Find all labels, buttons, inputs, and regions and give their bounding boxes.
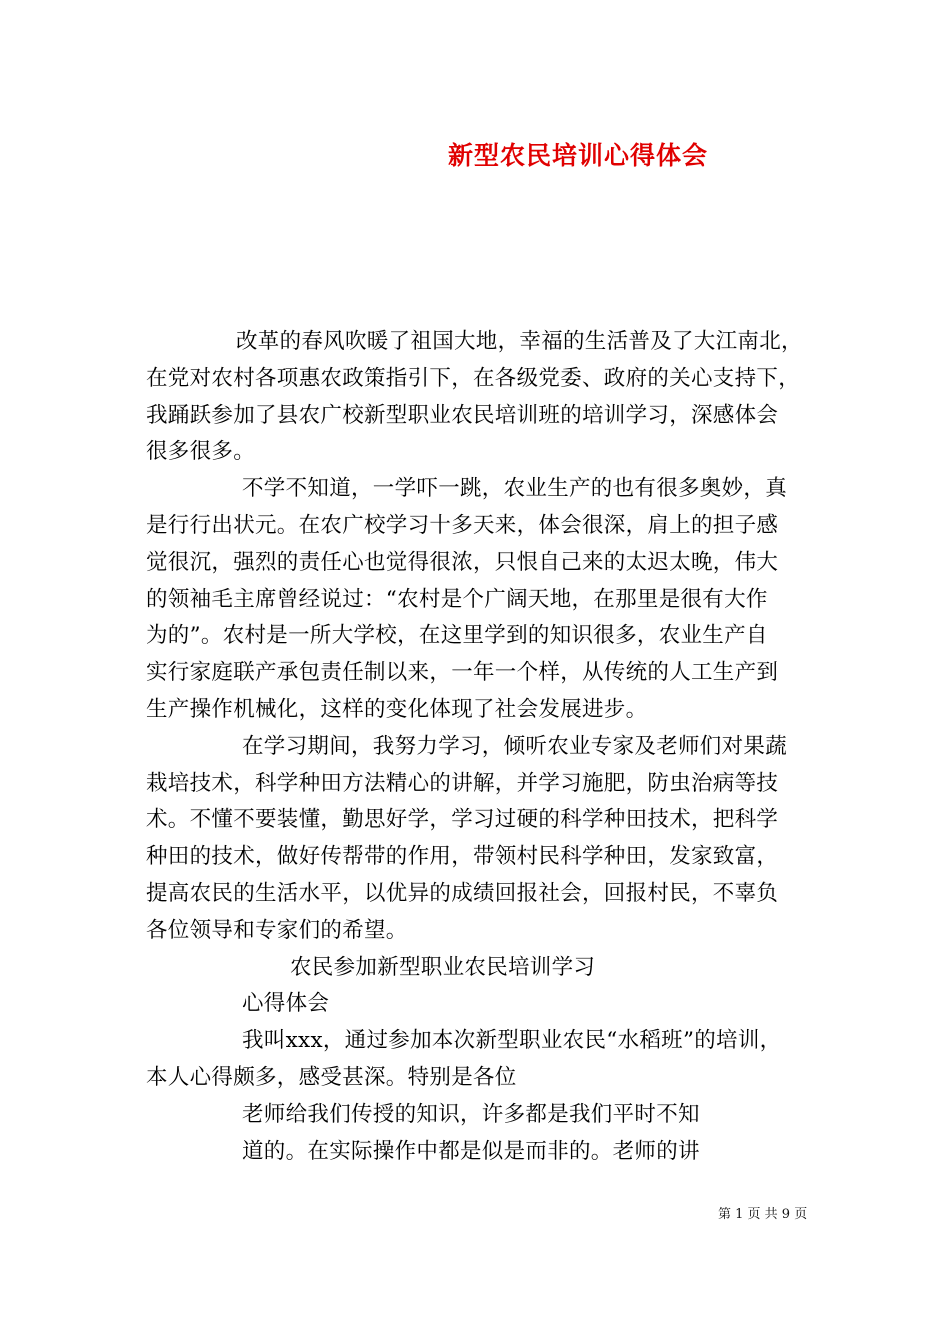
paragraph-line: 在学习期间，我努力学习，倾听农业专家及老师们对果蔬 [242, 733, 788, 759]
paragraph-line: 种田的技术，做好传帮带的作用，带领村民科学种田，发家致富， [146, 844, 779, 870]
paragraph-line: 实行家庭联产承包责任制以来，一年一个样，从传统的人工生产到 [146, 660, 779, 686]
paragraph-line: 提高农民的生活水平，以优异的成绩回报社会，回报村民，不辜负 [146, 880, 779, 906]
paragraph-line: 觉很沉，强烈的责任心也觉得很浓，只恨自己来的太迟太晚，伟大 [146, 549, 779, 575]
paragraph-line: 老师给我们传授的知识，许多都是我们平时不知 [242, 1101, 700, 1127]
section-subheading: 心得体会 [242, 991, 330, 1017]
page-number-footer: 第 1 页 共 9 页 [718, 1207, 808, 1222]
paragraph-line: 道的。在实际操作中都是似是而非的。老师的讲 [242, 1138, 700, 1164]
paragraph-line: 的领袖毛主席曾经说过：“农村是个广阔天地，在那里是很有大作 [146, 586, 768, 612]
paragraph-line: 为的”。农村是一所大学校，在这里学到的知识很多，农业生产自 [146, 623, 768, 649]
paragraph-line: 术。不懂不要装懂，勤思好学，学习过硬的科学种田技术，把科学 [146, 807, 779, 833]
section-heading: 农民参加新型职业农民培训学习 [290, 954, 596, 980]
document-body [146, 324, 826, 1170]
paragraph-line: 我踊跃参加了县农广校新型职业农民培训班的培训学习，深感体会 [146, 402, 779, 428]
document-title: 新型农民培训心得体会 [448, 141, 709, 170]
paragraph-line: 很多很多。 [146, 439, 256, 465]
paragraph-line: 我叫xxx，通过参加本次新型职业农民“水稻班”的培训， [242, 1028, 782, 1054]
paragraph-line: 在党对农村各项惠农政策指引下，在各级党委、政府的关心支持下， [146, 365, 801, 391]
paragraph-line: 不学不知道，一学吓一跳，农业生产的也有很多奥妙，真 [242, 476, 788, 502]
paragraph-line: 改革的春风吹暖了祖国大地，幸福的生活普及了大江南北， [236, 329, 803, 354]
paragraph-line: 栽培技术，科学种田方法精心的讲解，并学习施肥，防虫治病等技 [146, 770, 779, 796]
paragraph-line: 是行行出状元。在农广校学习十多天来，体会很深，肩上的担子感 [146, 512, 779, 538]
paragraph-line: 本人心得颇多，感受甚深。特别是各位 [146, 1064, 517, 1090]
paragraph-line: 生产操作机械化，这样的变化体现了社会发展进步。 [146, 696, 648, 722]
paragraph-line: 各位领导和专家们的希望。 [146, 917, 408, 943]
